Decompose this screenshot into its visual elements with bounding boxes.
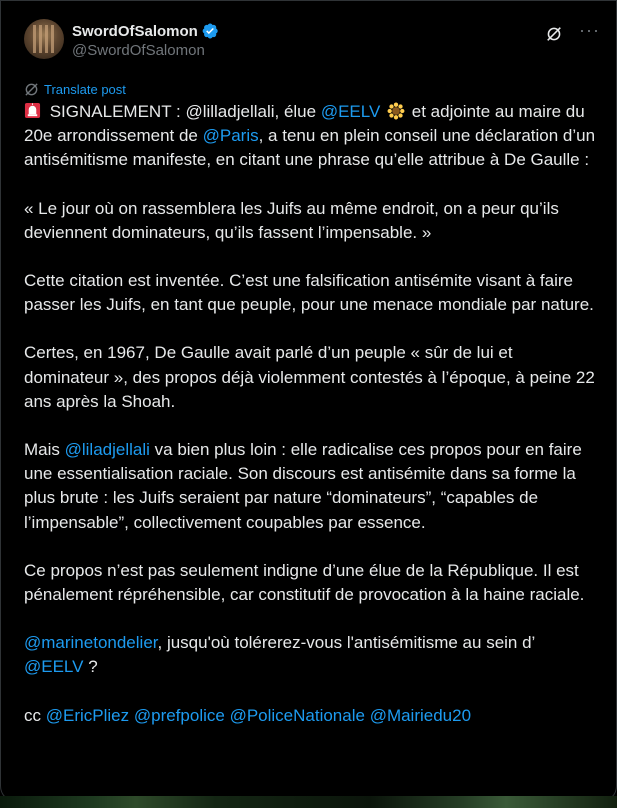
- mention-eelv[interactable]: @EELV: [320, 102, 381, 121]
- grok-icon[interactable]: [545, 25, 563, 43]
- mention-prefpolice[interactable]: @prefpolice: [133, 705, 225, 725]
- author-name-row[interactable]: [72, 21, 219, 41]
- p1-text-c: , a tenu en plein conseil une déclaration d’un antisémitisme manifeste, en citant une phrase qu’elle attribue à De Gaulle :: [24, 126, 596, 170]
- sunflower-emoji: [387, 102, 405, 120]
- p7-text-a: , jusqu'où tolérerez-vous l'antisémitisme au sein d’: [157, 633, 535, 653]
- p5-text-b: va bien plus loin : elle radicalise ces propos pour en faire une essentialisation raciale. Son discours est antisémite dans sa forme la plus brute : les Juifs seraient par nature “dominateurs”, “capables de l’impensable”, collectivement coupables par essence.: [24, 440, 582, 532]
- mention-liladjellali[interactable]: @liladjellali: [64, 440, 150, 460]
- translate-icon: [24, 82, 39, 97]
- author-handle[interactable]: @SwordOfSalomon: [72, 42, 205, 59]
- paragraph-4: Certes, en 1967, De Gaulle avait parlé d’un peuple « sûr de lui et dominateur », des propos déjà violemment contestés à l’époque, à peine 22 ans après la Shoah.: [24, 343, 595, 411]
- p7-text-b: ?: [83, 657, 98, 677]
- mention-mairiedu20[interactable]: @Mairiedu20: [369, 705, 472, 725]
- paragraph-1: [24, 100, 596, 173]
- p1-text-b: et adjointe au maire du 20e arrondissement de: [24, 102, 585, 146]
- mention-ericpliez[interactable]: @EricPliez: [45, 705, 130, 725]
- paragraph-6: Ce propos n’est pas seulement indigne d’une élue de la République. Il est pénalement répréhensible, car constitutif de provocation à la haine raciale.: [24, 560, 585, 605]
- paragraph-5: [24, 438, 596, 535]
- avatar[interactable]: [24, 19, 64, 59]
- police-light-emoji: [24, 102, 41, 119]
- p5-text-a: Mais: [24, 440, 65, 460]
- mention-policenationale[interactable]: @PoliceNationale: [229, 705, 365, 725]
- post-header: [24, 19, 599, 65]
- translate-label: Translate post: [44, 81, 126, 97]
- mention-marinetondelier[interactable]: @marinetondelier: [24, 633, 158, 653]
- verified-badge-icon: [201, 22, 219, 40]
- media-preview-edge: [0, 796, 617, 808]
- post-body: [24, 100, 596, 752]
- mention-paris[interactable]: @Paris: [202, 126, 259, 146]
- display-name[interactable]: SwordOfSalomon: [72, 22, 198, 40]
- p1-text-a: SIGNALEMENT : @lilladjellali, élue: [45, 102, 321, 121]
- paragraph-3: Cette citation est inventée. C’est une falsification antisémite visant à faire passer les Juifs, en tant que peuple, pour une menace mondiale par nature.: [24, 271, 594, 315]
- paragraph-2: « Le jour où on rassemblera les Juifs au même endroit, on a peur qu’ils deviennent dominateurs, qu’ils fassent l’impensable. »: [24, 198, 559, 242]
- translate-post-link[interactable]: [24, 80, 126, 98]
- more-options-icon[interactable]: ···: [579, 20, 600, 40]
- paragraph-7: [24, 631, 596, 679]
- paragraph-8: [24, 704, 596, 728]
- mention-eelv-2[interactable]: @EELV: [24, 657, 84, 677]
- p8-text-a: cc: [24, 705, 46, 725]
